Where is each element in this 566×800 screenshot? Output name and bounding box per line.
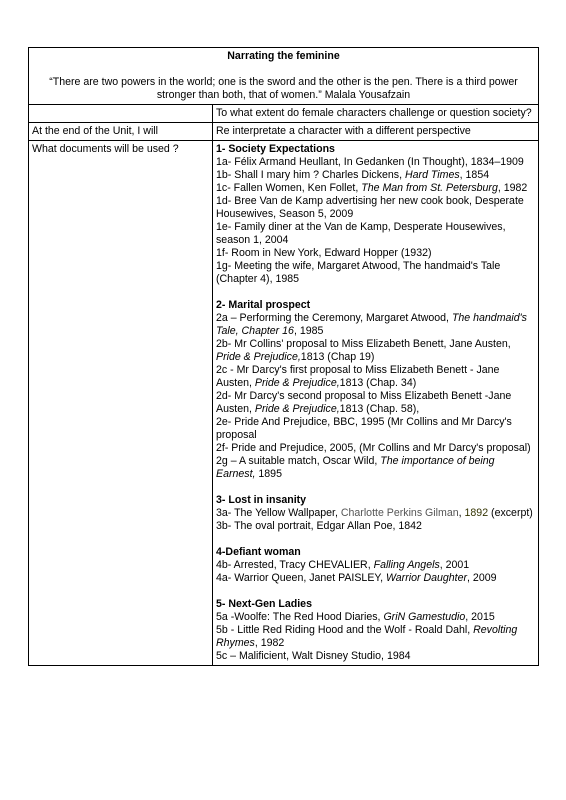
document-text: 2e- Pride And Prejudice, BBC, 1995 (Mr Collins and Mr Darcy's proposal xyxy=(216,416,512,441)
document-text: (excerpt) xyxy=(488,507,533,519)
document-item xyxy=(216,520,535,533)
document-work-title: Revolting Rhymes xyxy=(216,624,518,649)
document-work-title: Pride & Prejudice, xyxy=(216,351,301,363)
document-section xyxy=(216,143,535,286)
document-work-title: Warrior Daughter xyxy=(385,572,468,584)
problematic-question: To what extent do female characters challenge or question society? xyxy=(213,105,539,123)
document-item xyxy=(216,260,535,286)
section-title: 5- Next-Gen Ladies xyxy=(216,598,312,610)
documents-row xyxy=(29,141,539,666)
document-item xyxy=(216,507,535,520)
document-text: 3a- The Yellow Wallpaper, xyxy=(216,507,341,519)
document-work-title: The importance of being Earnest, xyxy=(216,455,495,480)
document-item xyxy=(216,364,535,390)
section-title: 2- Marital prospect xyxy=(216,299,311,311)
document-text: 1a- Félix Armand Heullant, In Gedanken (In Thought), 1834–1909 xyxy=(216,156,524,168)
unit-title: Narrating the feminine xyxy=(227,50,340,62)
document-text: , 2015 xyxy=(465,611,495,623)
objective-row xyxy=(29,123,539,141)
document-text: 1d- Bree Van de Kamp advertising her new cook book, Desperate Housewives, Season 5, 2009 xyxy=(216,195,524,220)
document-text: 1892 xyxy=(464,507,489,519)
document-text: 2a – Performing the Ceremony, Margaret Atwood, xyxy=(216,312,452,324)
document-item xyxy=(216,312,535,338)
document-work-title: Hard Times xyxy=(405,169,460,181)
document-work-title: Pride & Prejudice, xyxy=(254,403,340,415)
document-work-title: The handmaid's Tale, Chapter 16 xyxy=(216,312,527,337)
document-work-title: The Man from St. Petersburg xyxy=(361,182,498,194)
document-section xyxy=(216,546,535,585)
unit-plan-table xyxy=(28,47,539,666)
document-text: 5b - Little Red Riding Hood and the Wolf - Roald Dahl, xyxy=(216,624,474,636)
document-item xyxy=(216,416,535,442)
document-text: , xyxy=(458,507,465,519)
document-text: , 2009 xyxy=(467,572,497,584)
document-text: , 1854 xyxy=(459,169,490,181)
unit-quote: “There are two powers in the world; one is the sword and the other is the pen. There is a third power stronger than both, that of women.” Malala Yousafzain xyxy=(49,76,518,101)
section-title: 3- Lost in insanity xyxy=(216,494,307,506)
question-label-cell xyxy=(29,105,213,123)
document-section xyxy=(216,598,535,663)
document-text: 2g – A suitable match, Oscar Wild, xyxy=(216,455,381,467)
documents-label: What documents will be used ? xyxy=(29,141,213,666)
document-item xyxy=(216,338,535,364)
document-text: , 2001 xyxy=(439,559,470,571)
document-item xyxy=(216,182,535,195)
document-item xyxy=(216,390,535,416)
document-item xyxy=(216,572,535,585)
document-work-title: GriN Gamestudio xyxy=(383,611,466,623)
document-text: , 1985 xyxy=(293,325,324,337)
header-cell xyxy=(29,48,539,105)
document-item xyxy=(216,156,535,169)
objective-value: Re interpretate a character with a different perspective xyxy=(213,123,539,141)
header-row xyxy=(29,48,539,105)
document-text: 4a- Warrior Queen, Janet PAISLEY, xyxy=(216,572,386,584)
document-text: 5c – Malificient, Walt Disney Studio, 1984 xyxy=(216,650,411,662)
document-item xyxy=(216,195,535,221)
document-item xyxy=(216,559,535,572)
documents-list xyxy=(213,141,539,666)
document-text: 3b- The oval portrait, Edgar Allan Poe, 1842 xyxy=(216,520,422,532)
document-item xyxy=(216,221,535,247)
document-text: , 1982 xyxy=(497,182,528,194)
document-text: 2b- Mr Collins' proposal to Miss Elizabeth Benett, Jane Austen, xyxy=(216,338,511,350)
document-section xyxy=(216,494,535,533)
document-item xyxy=(216,624,535,650)
document-text: 2f- Pride and Prejudice, 2005, (Mr Collins and Mr Darcy's proposal) xyxy=(216,442,531,454)
document-item xyxy=(216,169,535,182)
document-item xyxy=(216,442,535,455)
section-title: 1- Society Expectations xyxy=(216,143,335,155)
section-title: 4-Defiant woman xyxy=(216,546,301,558)
document-text: 1g- Meeting the wife, Margaret Atwood, The handmaid's Tale (Chapter 4), 1985 xyxy=(216,260,501,285)
document-text: 1895 xyxy=(255,468,282,480)
document-item xyxy=(216,611,535,624)
document-text: 1e- Family diner at the Van de Kamp, Desperate Housewives, season 1, 2004 xyxy=(216,221,506,246)
document-text: 5a -Woolfe: The Red Hood Diaries, xyxy=(216,611,384,623)
document-item xyxy=(216,455,535,481)
document-text: 1f- Room in New York, Edward Hopper (1932) xyxy=(216,247,432,259)
document-text: 1813 (Chap. 34) xyxy=(339,377,417,389)
document-text: 1c- Fallen Women, Ken Follet, xyxy=(216,182,362,194)
document-work-title: Falling Angels xyxy=(373,559,440,571)
document-item xyxy=(216,247,535,260)
objective-label: At the end of the Unit, I will xyxy=(29,123,213,141)
document-text: Charlotte Perkins Gilman xyxy=(340,507,459,519)
document-sections xyxy=(216,143,535,663)
document-text: 4b- Arrested, Tracy CHEVALIER, xyxy=(216,559,374,571)
document-text: , 1982 xyxy=(254,637,285,649)
document-work-title: Pride & Prejudice, xyxy=(254,377,340,389)
document-text: 1813 (Chap 19) xyxy=(300,351,375,363)
document-text: 2d- Mr Darcy's second proposal to Miss Elizabeth Benett -Jane Austen, xyxy=(216,390,512,415)
document-text: 1813 (Chap. 58), xyxy=(339,403,420,415)
document-section xyxy=(216,299,535,481)
question-row xyxy=(29,105,539,123)
document-text: 2c - Mr Darcy's first proposal to Miss Elizabeth Benett - Jane Austen, xyxy=(216,364,500,389)
document-item xyxy=(216,650,535,663)
document-text: 1b- Shall I mary him ? Charles Dickens, xyxy=(216,169,405,181)
